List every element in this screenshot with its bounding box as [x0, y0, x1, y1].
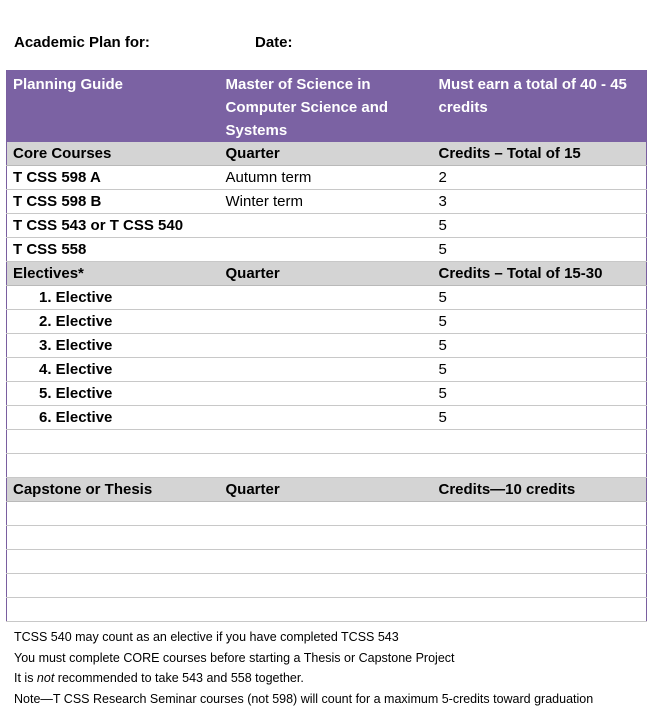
elective-credits: 5	[433, 406, 647, 430]
academic-plan-table	[6, 70, 647, 622]
table-row	[7, 190, 647, 214]
course-credits: 3	[433, 190, 647, 214]
table-row	[7, 406, 647, 430]
capstone-heading: Capstone or Thesis	[7, 478, 220, 502]
planning-guide-row	[7, 70, 647, 142]
elective-name: 3. Elective	[7, 334, 220, 358]
course-credits: 2	[433, 166, 647, 190]
empty-row	[7, 550, 647, 574]
elective-name: 6. Elective	[7, 406, 220, 430]
table-row	[7, 286, 647, 310]
course-name: T CSS 558	[7, 238, 220, 262]
electives-credits-heading: Credits – Total of 15-30	[433, 262, 647, 286]
empty-row	[7, 430, 647, 454]
elective-quarter	[220, 382, 433, 406]
empty-row	[7, 502, 647, 526]
total-credits-cell: Must earn a total of 40 - 45 credits	[433, 70, 647, 142]
course-quarter	[220, 214, 433, 238]
elective-name: 1. Elective	[7, 286, 220, 310]
course-credits: 5	[433, 238, 647, 262]
capstone-quarter-heading: Quarter	[220, 478, 433, 502]
elective-quarter	[220, 334, 433, 358]
empty-row	[7, 454, 647, 478]
elective-quarter	[220, 310, 433, 334]
empty-row	[7, 598, 647, 622]
empty-row	[7, 574, 647, 598]
course-quarter: Autumn term	[220, 166, 433, 190]
planning-guide-cell: Planning Guide	[7, 70, 220, 142]
table-row	[7, 166, 647, 190]
note-line: Note—T CSS Research Seminar courses (not 598) will count for a maximum 5-credits toward graduation	[14, 691, 594, 706]
electives-header	[7, 262, 647, 286]
elective-quarter	[220, 406, 433, 430]
elective-credits: 5	[433, 334, 647, 358]
elective-credits: 5	[433, 310, 647, 334]
note-line: You must complete CORE courses before starting a Thesis or Capstone Project	[14, 650, 455, 665]
elective-name: 4. Elective	[7, 358, 220, 382]
table-row	[7, 214, 647, 238]
core-quarter-heading: Quarter	[220, 142, 433, 166]
course-name: T CSS 543 or T CSS 540	[7, 214, 220, 238]
elective-quarter	[220, 358, 433, 382]
note-emphasis: not	[36, 671, 55, 685]
degree-title-cell: Master of Science in Computer Science and Systems	[220, 70, 433, 142]
academic-plan-for-label: Academic Plan for:	[14, 34, 150, 51]
plan-header	[14, 34, 634, 56]
electives-quarter-heading: Quarter	[220, 262, 433, 286]
capstone-header	[7, 478, 647, 502]
course-name: T CSS 598 A	[7, 166, 220, 190]
elective-credits: 5	[433, 358, 647, 382]
elective-name: 5. Elective	[7, 382, 220, 406]
capstone-credits-heading: Credits—10 credits	[433, 478, 647, 502]
course-quarter: Winter term	[220, 190, 433, 214]
note-text: It is	[14, 671, 37, 685]
table-row	[7, 238, 647, 262]
core-courses-heading: Core Courses	[7, 142, 220, 166]
course-quarter	[220, 238, 433, 262]
table-row	[7, 334, 647, 358]
course-name: T CSS 598 B	[7, 190, 220, 214]
note-text: recommended to take 543 and 558 together.	[54, 671, 304, 685]
elective-name: 2. Elective	[7, 310, 220, 334]
note-line	[14, 668, 650, 689]
elective-credits: 5	[433, 286, 647, 310]
footnotes	[14, 627, 650, 709]
core-credits-heading: Credits – Total of 15	[433, 142, 647, 166]
table-row	[7, 358, 647, 382]
course-credits: 5	[433, 214, 647, 238]
table-row	[7, 310, 647, 334]
electives-heading: Electives*	[7, 262, 220, 286]
elective-quarter	[220, 286, 433, 310]
core-courses-header	[7, 142, 647, 166]
table-row	[7, 382, 647, 406]
elective-credits: 5	[433, 382, 647, 406]
empty-row	[7, 526, 647, 550]
date-label: Date:	[255, 34, 293, 51]
note-line: TCSS 540 may count as an elective if you have completed TCSS 543	[14, 630, 399, 644]
